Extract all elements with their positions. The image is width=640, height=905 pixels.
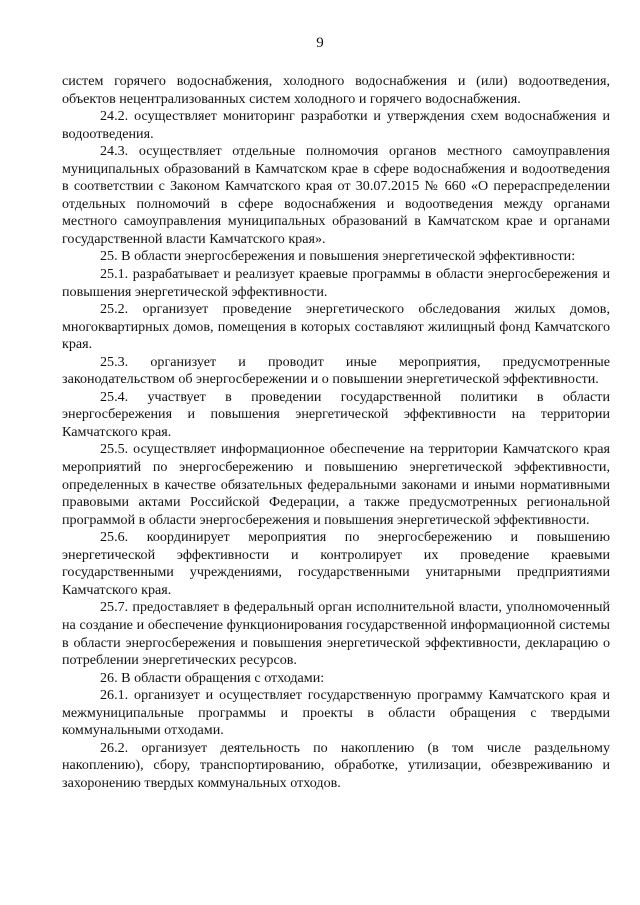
paragraph-25-1: 25.1. разрабатывает и реализует краевые программы в области энергосбережения и повышения энергетической эффективности. <box>62 266 610 300</box>
section-heading-26: 26. В области обращения с отходами: <box>100 669 325 686</box>
paragraph-25-3: 25.3. организует и проводит иные мероприятия, предусмотренные законодательством об энергосбережении и о повышении энергетической эффективности. <box>62 353 610 388</box>
section-heading-25: 25. В области энергосбережения и повышения энергетической эффективности: <box>100 248 576 265</box>
paragraph-24-2: 24.2. осуществляет мониторинг разработки и утверждения схем водоснабжения и водоотведения. <box>62 108 610 142</box>
document-body <box>62 73 610 792</box>
paragraph-continuation: систем горячего водоснабжения, холодного водоснабжения и (или) водоотведения, объектов нецентрализованных систем холодного и горячего водоснабжения. <box>62 73 610 107</box>
paragraph-26-1: 26.1. организует и осуществляет государственную программу Камчатского края и межмуниципальные программы и проекты в области обращения с твердыми коммунальными отходами. <box>62 687 610 739</box>
paragraph-25-7: 25.7. предоставляет в федеральный орган исполнительной власти, уполномоченный на создание и обеспечение функционирования государственной информационной системы в области энергосбережения и повышения энергетической эффективности, декларацию о потреблении энергетических ресурсов. <box>62 599 610 669</box>
page-number: 9 <box>316 35 324 51</box>
paragraph-25-2: 25.2. организует проведение энергетического обследования жилых домов, многоквартирных домов, помещения в которых составляют жилищный фонд Камчатского края. <box>62 301 610 353</box>
paragraph-24-3: 24.3. осуществляет отдельные полномочия органов местного самоуправления муниципальных образований в Камчатском крае в сфере водоснабжения и водоотведения в соответствии с Законом Камчатского края от 30.07.2015 № 660 «О перераспределении отдельных полномочий в сфере водоснабжения и водоотведения между органами местного самоуправления муниципальных образований в Камчатском крае и органами государственной власти Камчатского края». <box>62 143 610 247</box>
paragraph-25-5: 25.5. осуществляет информационное обеспечение на территории Камчатского края мероприятий по энергосбережению и повышению энергетической эффективности, определенных в качестве обязательных федеральными законами и иными нормативными правовыми актами Российской Федерации, а также предусмотренных региональной программой в области энергосбережения и повышения энергетической эффективности. <box>62 441 610 528</box>
paragraph-25-4: 25.4. участвует в проведении государственной политики в области энергосбережения и повышения энергетической эффективности на территории Камчатского края. <box>62 388 610 440</box>
paragraph-25-6: 25.6. координирует мероприятия по энергосбережению и повышению энергетической эффективности и контролирует их проведение краевыми государственными учреждениями, государственными унитарными предприятиями Камчатского края. <box>62 529 610 598</box>
paragraph-26-2: 26.2. организует деятельность по накоплению (в том числе раздельному накоплению), сбору, транспортированию, обработке, утилизации, обезвреживанию и захоронению твердых коммунальных отходов. <box>62 739 610 791</box>
